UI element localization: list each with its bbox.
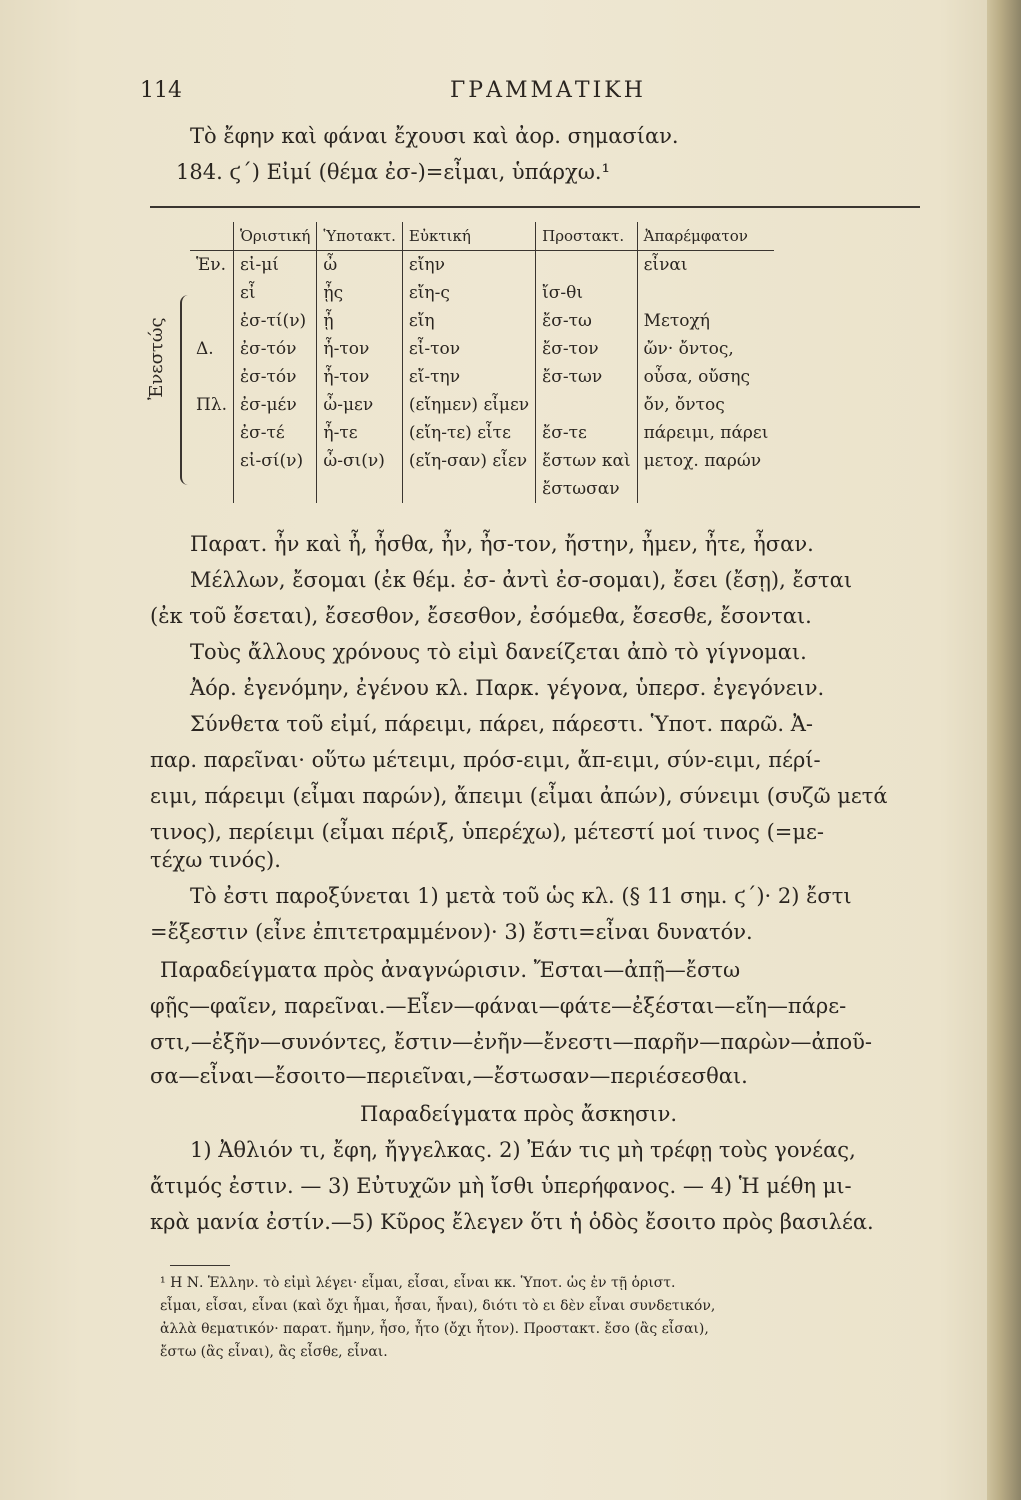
table-row [190,251,774,280]
table-cell: ᾖ [317,307,403,335]
row-number-label [190,419,234,447]
text-line: Σύνθετα τοῦ εἰμί, πάρειμι, πάρει, πάρεστι. Ὑποτ. παρῶ. Ἀ- [190,712,813,736]
page-number: 114 [140,78,182,103]
table-cell: (εἴη-σαν) εἶεν [402,447,535,475]
table-cell [637,475,774,503]
footnote-line: ἔστω (ἂς εἶναι), ἂς εἶσθε, εἶναι. [160,1344,388,1360]
table-cell: εἴη-ς [402,279,535,307]
table-cell: πάρειμι, πάρει [637,419,774,447]
footnote-line: ¹ Η Ν. Ἑλλην. τὸ εἰμὶ λέγει· εἶμαι, εἶσαι, εἶναι κκ. Ὑποτ. ὡς ἐν τῇ ὁριστ. [160,1275,676,1291]
table-cell: ἐσ-τέ [234,419,317,447]
conjugation-table [190,222,774,503]
row-number-label: Πλ. [196,395,228,415]
text-line: 1) Ἀθλιόν τι, ἔφη, ἤγγελκας. 2) Ἐάν τις μὴ τρέφῃ τοὺς γονέας, [190,1138,856,1162]
footnote-line: εἶμαι, εἶσαι, εἶναι (καὶ ὄχι ἦμαι, ἦσαι, ἦναι), διότι τὸ ει δὲν εἶναι συνδετικόν, [160,1298,716,1314]
table-cell: ἴσ-θι [536,279,638,307]
table-row [190,419,774,447]
table-cell: εἰ-σί(ν) [234,447,317,475]
table-cell: οὖσα, οὔσης [637,363,774,391]
header-prostakt: Προστακτ. [536,222,638,251]
row-number-label [190,363,234,391]
text-line: Παραδείγματα πρὸς ἄσκησιν. [360,1102,678,1126]
table-cell: ἔσ-τω [536,307,638,335]
page-edge [987,0,1021,1500]
running-title: ΓΡΑΜΜΑΤΙΚΗ [450,78,646,103]
table-cell: ἐσ-μέν [234,391,317,419]
text-line: Μέλλων, ἔσομαι (ἐκ θέμ. ἐσ- ἀντὶ ἐσ-σομαι), ἔσει (ἔσῃ), ἔσται [190,568,853,592]
table-cell: εἶναι [637,251,774,280]
table-cell [317,475,403,503]
footnote-rule [170,1265,230,1266]
table-cell [234,475,317,503]
text-line: Τοὺς ἄλλους χρόνους τὸ εἰμὶ δανείζεται ἀπὸ τὸ γίγνομαι. [190,640,807,664]
intro-line-1: Τὸ ἔφην καὶ φάναι ἔχουσι καὶ ἀορ. σημασίαν. [190,124,679,148]
text-line: (ἐκ τοῦ ἔσεται), ἔσεσθον, ἔσεσθον, ἐσόμεθα, ἔσεσθε, ἔσονται. [150,604,812,628]
table-cell: εἴ-την [402,363,535,391]
table-cell: ἐσ-τόν [234,363,317,391]
table-cell: ἔστωσαν [536,475,638,503]
table-cell [402,475,535,503]
text-line: φῇς—φαῖεν, παρεῖναι.—Εἶεν—φάναι—φάτε—ἐξέσται—εἴη—πάρε- [150,994,847,1018]
table-cell: εἴην [402,251,535,280]
text-line: Ἀόρ. ἐγενόμην, ἐγένου κλ. Παρκ. γέγονα, ὑπερσ. ἐγεγόνειν. [190,676,825,700]
table-cell: ᾖς [317,279,403,307]
table-cell: ἔσ-των [536,363,638,391]
table-cell: ἔσ-τον [536,335,638,363]
table-cell: ἐσ-τί(ν) [234,307,317,335]
text-line: κρὰ μανία ἐστίν.—5) Κῦρος ἔλεγεν ὅτι ἡ ὁδὸς ἔσοιτο πρὸς βασιλέα. [150,1210,874,1234]
table-cell: ὦ-μεν [317,391,403,419]
table-row [190,391,774,419]
row-number-label [190,447,234,475]
table-cell: (εἴημεν) εἶμεν [402,391,535,419]
row-number-label: Ἑν. [196,255,227,275]
text-line: τινος), περίειμι (εἶμαι πέριξ, ὑπερέχω), μέτεστί μοί τινος (=με- [150,820,824,844]
table-cell: ἔσ-τε [536,419,638,447]
table-cell: εἶ-τον [402,335,535,363]
table-cell: ἦ-τον [317,335,403,363]
table-row [190,475,774,503]
table-cell: ἦ-τε [317,419,403,447]
table-cell: εἶ [234,279,317,307]
text-line: =ἔξεστιν (εἶνε ἐπιτετραμμένον)· 3) ἔστι=εἶναι δυνατόν. [150,920,753,944]
table-cell: ὤν· ὄντος, [637,335,774,363]
header-ypotakt: Ὑποτακτ. [317,222,403,251]
section-heading: 184. ϛ´) Εἰμί (θέμα ἐσ-)=εἶμαι, ὑπάρχω.¹ [176,160,610,184]
table-header-row [190,222,774,251]
table-cell [637,279,774,307]
row-number-label [190,279,234,307]
text-line: παρ. παρεῖναι· οὕτω μέτειμι, πρόσ-ειμι, ἄπ-ειμι, σύν-ειμι, πέρί- [150,748,821,772]
text-line: Παραδείγματα πρὸς ἀναγνώρισιν. Ἔσται—ἀπῇ—ἔστω [160,958,741,982]
table-cell: ὄν, ὄντος [637,391,774,419]
table-row [190,279,774,307]
table-cell: ἔστων καὶ [536,447,638,475]
table-top-rule [150,206,920,214]
footnote-line: ἀλλὰ θεματικόν· παρατ. ἤμην, ἦσο, ἦτο (ὄχι ἦτον). Προστακτ. ἔσο (ἂς εἶσαι), [160,1321,709,1337]
side-label: Ἐνεστώς [146,317,167,400]
table-row [190,335,774,363]
row-number-label: Δ. [196,339,214,359]
header-eyktiki: Εὐκτική [402,222,535,251]
text-line: στι,—ἐξῆν—συνόντες, ἔστιν—ἐνῆν—ἔνεστι—παρῆν—παρὼν—ἀποῦ- [150,1030,873,1054]
row-number-label [190,475,234,503]
text-line: Τὸ ἐστι παροξύνεται 1) μετὰ τοῦ ὡς κλ. (§ 11 σημ. ϛ´)· 2) ἔστι [190,884,852,908]
text-line: Παρατ. ἦν καὶ ἦ, ἦσθα, ἦν, ἦσ-τον, ἤστην, ἦμεν, ἦτε, ἦσαν. [190,532,814,556]
page-header [140,78,900,108]
table-cell [536,251,638,280]
table-cell: ἐσ-τόν [234,335,317,363]
table-cell: εἰ-μί [234,251,317,280]
header-aparemfaton: Ἀπαρέμφατον [637,222,774,251]
text-line: ἄτιμός ἐστιν. — 3) Εὐτυχῶν μὴ ἴσθι ὑπερήφανος. — 4) Ἡ μέθη μι- [150,1174,852,1198]
table-cell: εἴη [402,307,535,335]
table-row [190,363,774,391]
table-row [190,447,774,475]
text-line: τέχω τινός). [150,848,281,872]
row-number-label [190,307,234,335]
table-row [190,307,774,335]
table-cell: ὦ-σι(ν) [317,447,403,475]
table-cell [536,391,638,419]
text-line: σα—εἶναι—ἔσοιτο—περιεῖναι,—ἔστωσαν—περιέσεσθαι. [150,1064,748,1088]
header-oristiki: Ὁριστική [234,222,317,251]
table-cell: Μετοχή [637,307,774,335]
text-line: ειμι, πάρειμι (εἶμαι παρών), ἄπειμι (εἶμαι ἀπών), σύνειμι (συζῶ μετά [150,784,888,808]
table-cell: μετοχ. παρών [637,447,774,475]
table-cell: (εἴη-τε) εἶτε [402,419,535,447]
header-number [190,222,234,251]
table-cell: ὦ [317,251,403,280]
table-cell: ἦ-τον [317,363,403,391]
